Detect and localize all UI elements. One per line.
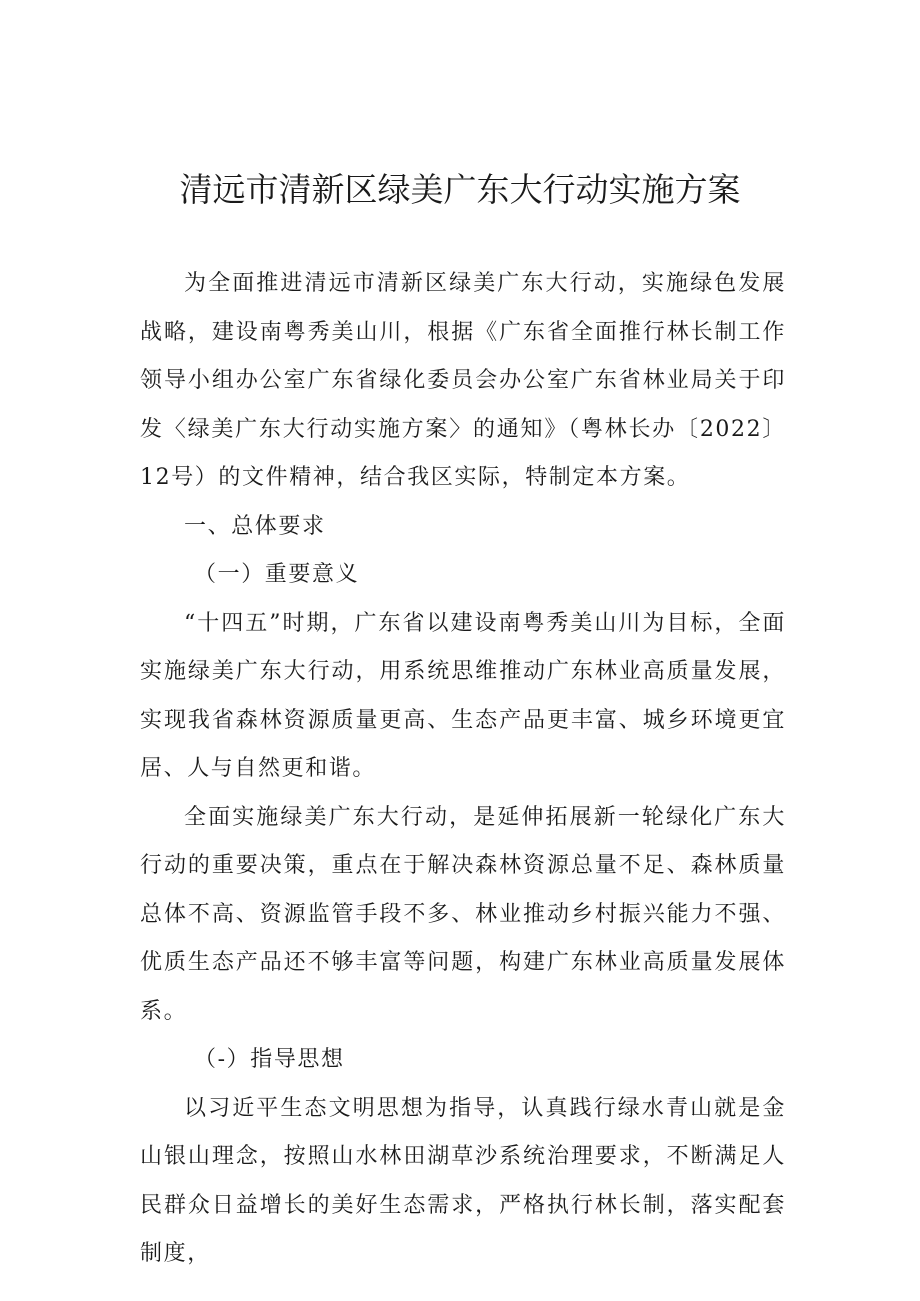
document-body	[140, 260, 786, 1279]
document-title: 清远市清新区绿美广东大行动实施方案	[179, 170, 741, 209]
paragraph-full-implementation: 全面实施绿美广东大行动，是延伸拓展新一轮绿化广东大行动的重要决策，重点在于解决森林资源总量不足、森林质量总体不高、资源监管手段不多、林业推动乡村振兴能力不强、优质生态产品还不够丰富等问题，构建广东林业高质量发展体系。	[140, 804, 786, 1024]
subsection-heading-significance: （一）重要意义	[194, 562, 360, 587]
paragraph-guiding-ideology: 以习近平生态文明思想为指导，认真践行绿水青山就是金山银山理念，按照山水林田湖草沙系统治理要求，不断满足人民群众日益增长的美好生态需求，严格执行林长制，落实配套制度，	[140, 1095, 786, 1266]
section-heading-overall-requirements: 一、总体要求	[184, 513, 326, 539]
paragraph-fourteenth-five-year: “十四五”时期，广东省以建设南粤秀美山川为目标，全面实施绿美广东大行动，用系统思维推动广东林业高质量发展，实现我省森林资源质量更高、生态产品更丰富、城乡环境更宜居、人与自然更和谐。	[140, 610, 786, 781]
subsection-heading-guiding-ideology: （-）指导思想	[194, 1047, 345, 1072]
intro-paragraph: 为全面推进清远市清新区绿美广东大行动，实施绿色发展战略，建设南粤秀美山川，根据《广东省全面推行林长制工作领导小组办公室广东省绿化委员会办公室广东省林业局关于印发〈绿美广东大行动实施方案〉的通知》（粤林长办〔2022〕12号）的文件精神，结合我区实际，特制定本方案。	[140, 271, 786, 490]
